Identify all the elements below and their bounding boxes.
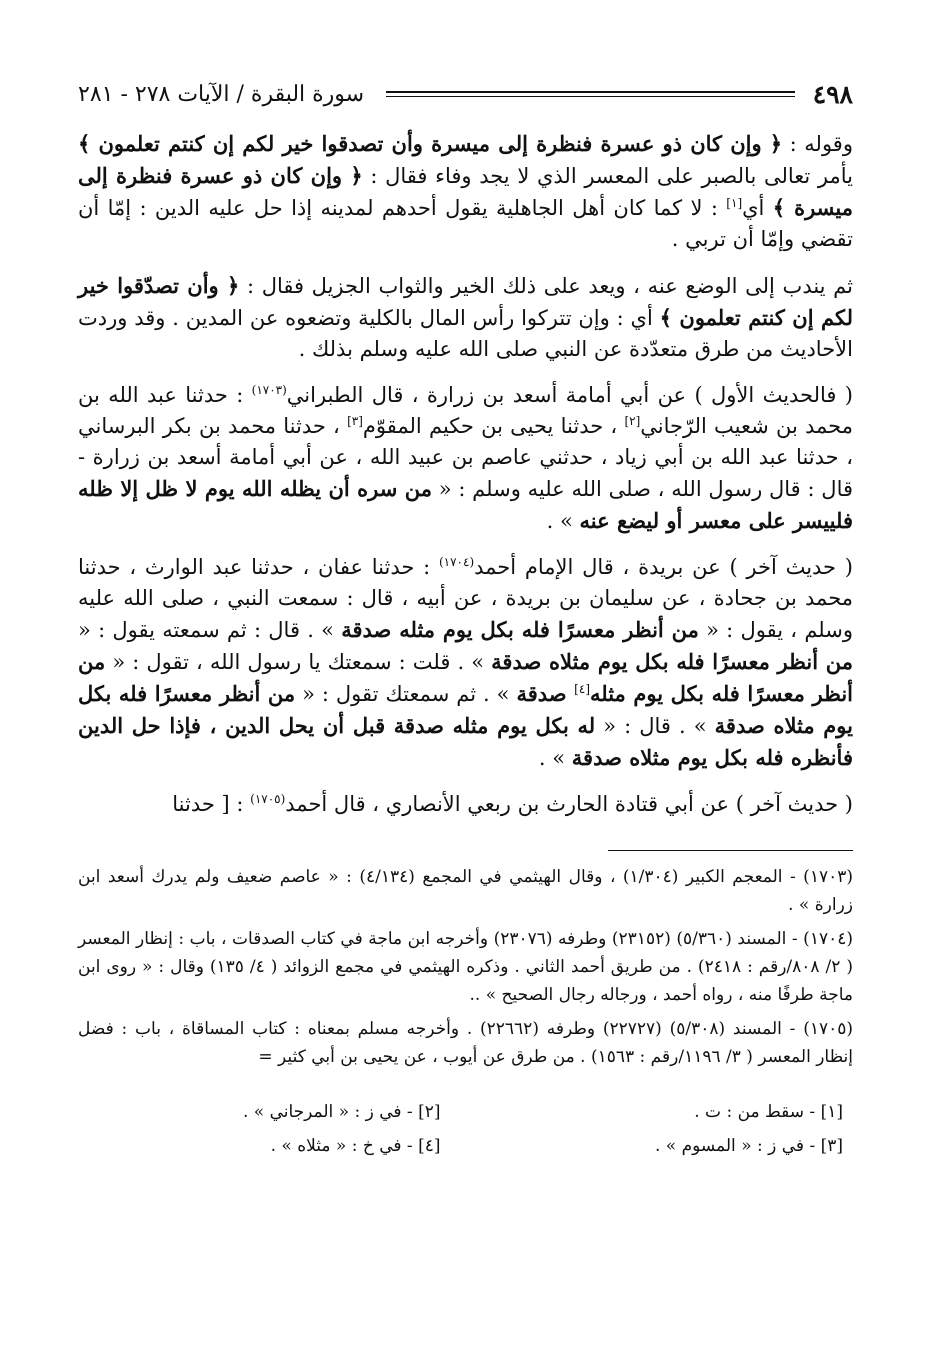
text-run: » . قال : « [595,714,715,738]
emphasized-text: من أنظر معسرًا فله بكل يوم مثلاه صدقة [491,649,853,674]
text-run: يأمر تعالى بالصبر على المعسر الذي لا يجد وفاء فقال : [362,164,853,188]
running-title: سورة البقرة / الآيات ٢٧٨ - ٢٨١ [78,81,365,107]
text-run: أي : وإن تتركوا رأس المال بالكلية وتضعوه عن المدين . وقد وردت الأحاديث من طرق متعدّدة عن النبي صلى الله عليه وسلم بذلك . [78,306,853,361]
text-run: » . ثم سمعتك تقول : « [295,682,517,706]
text-run: ثم يندب إلى الوضع عنه ، ويعد على ذلك الخير والثواب الجزيل فقال : [239,274,853,298]
text-run: ( حديث آخر ) عن أبي قتادة الحارث بن ربعي الأنصاري ، قال أحمد [285,792,853,816]
apparatus-note: [٣] - في ز : « المسوم » . [654,1136,843,1156]
paragraph [78,270,853,365]
note-reference: (١٧٠٤) [438,555,475,569]
footnote: (١٧٠٤) - المسند (٥/٣٦٠) (٢٣١٥٢) وطرفه (٢٣٠٧٦) وأخرجه ابن ماجة في كتاب الصدقات ، باب : إنظار المعسر ( ٢/ ٨٠٨/رقم : ٢٤١٨) . من طريق أحمد الثاني . وذكره الهيثمي في مجمع الزوائد ( ٤/ ١٣٥) وقال : « روى ابن ماجة طرفًا منه ، رواه أحمد ، ورجاله رجال الصحيح » .. [78,929,853,1005]
page-number: ٤٩٨ [812,79,853,109]
text-run: : حدثنا عبد الله بن محمد بن شعيب الرّجاني [78,383,853,438]
note-reference: (١٧٠٥) [250,792,286,806]
emphasized-text: له بكل يوم مثله صدقة قبل أن يحل الدين ، فإذا حل الدين فأنظره فله بكل يوم مثلاه صدقة [78,713,853,770]
text-run: » . قال : ثم سمعته يقول : « [78,618,342,642]
text-run: ، حدثنا يحيى بن حكيم المقوّم [362,414,625,438]
emphasized-text: من أنظر معسرًا فله بكل يوم مثلاه صدقة [78,681,853,738]
paragraph [78,128,853,255]
text-run: » . [546,509,580,533]
note-reference: [١] [726,196,743,210]
text-run: » . [538,746,572,770]
text-run: : [ حدثنا [172,792,251,816]
apparatus-note: [١] - سقط من : ت . [694,1102,843,1122]
emphasized-text: ﴿ وأن تصدّقوا خير لكم إن كنتم تعلمون ﴾ [78,273,854,330]
text-run: » . قلت : سمعتك يا رسول الله ، تقول : « [105,650,492,674]
text-run: وقوله : [782,132,853,156]
header-rule [386,91,795,97]
note-reference: [٣] [347,414,363,428]
emphasized-text: من أنظر معسرًا فله بكل يوم مثله صدقة [341,617,699,642]
footnote: (١٧٠٥) - المسند (٥/٣٠٨) (٢٢٧٢٧) وطرفه (٢٢٦٦٢) . وأخرجه مسلم بمعناه : كتاب المساقاة ، باب : فضل إنظار المعسر ( ٣/ ١١٩٦/رقم : ١٥٦٣) . من طرق عن أيوب ، عن يحيى بن أبي كثير = [78,1019,853,1067]
emphasized-text: صدقة [516,681,575,706]
emphasized-text: ﴿ وإن كان ذو عسرة فنظرة إلى ميسرة ﴾ [78,163,854,220]
emphasized-text: ﴿ وإن كان ذو عسرة فنظرة إلى ميسرة وأن تصدقوا خير لكم إن كنتم تعلمون ﴾ [78,131,783,156]
note-reference: (١٧٠٣) [251,383,287,397]
apparatus-note: [٤] - في خ : « مثلاه » . [270,1136,441,1156]
paragraph [78,380,853,537]
footnotes [78,863,853,1071]
critical-apparatus [78,1097,853,1161]
text-run: : حدثنا عفان ، حدثنا عبد الوارث ، حدثنا محمد بن جحادة ، عن سليمان بن بريدة ، عن أبيه ، قال : سمعت النبي ، صلى الله عليه وسلم ، يقول : « [78,555,853,642]
emphasized-text: من أنظر معسرًا فله بكل يوم مثله [78,649,853,706]
page-header [78,74,853,114]
emphasized-text: من سره أن يظله الله يوم لا ظل إلا ظله فلييسر على معسر أو ليضع عنه [78,476,853,533]
note-reference: [٤] [574,682,590,696]
footnote-divider [608,850,853,851]
apparatus-note: [٢] - في ز : « المرجاني » . [242,1102,441,1122]
text-run: ( فالحديث الأول ) عن أبي أمامة أسعد بن زرارة ، قال الطبراني [286,383,854,407]
text-run: ، حدثنا محمد بن بكر البرساني ، حدثنا عبد الله بن أبي زياد ، حدثني عاصم بن عبيد الله ، عن أبي أمامة أسعد بن زرارة - قال : قال رسول الله ، صلى الله عليه وسلم : « [78,414,854,501]
main-text [78,128,853,820]
note-reference: [٢] [624,414,641,428]
text-run: : لا كما كان أهل الجاهلية يقول أحدهم لمدينه إذا حل عليه الدين : إمّا أن تقضي وإمّا أن تربي . [78,196,853,251]
text-run: أي [742,196,773,220]
paragraph [78,552,853,774]
footnote: (١٧٠٣) - المعجم الكبير (١/٣٠٤) ، وقال الهيثمي في المجمع (٤/١٣٤) : « عاصم ضعيف ولم يدرك أسعد ابن زرارة » . [78,867,853,915]
text-run: ( حديث آخر ) عن بريدة ، قال الإمام أحمد [474,555,853,579]
paragraph [78,789,853,820]
